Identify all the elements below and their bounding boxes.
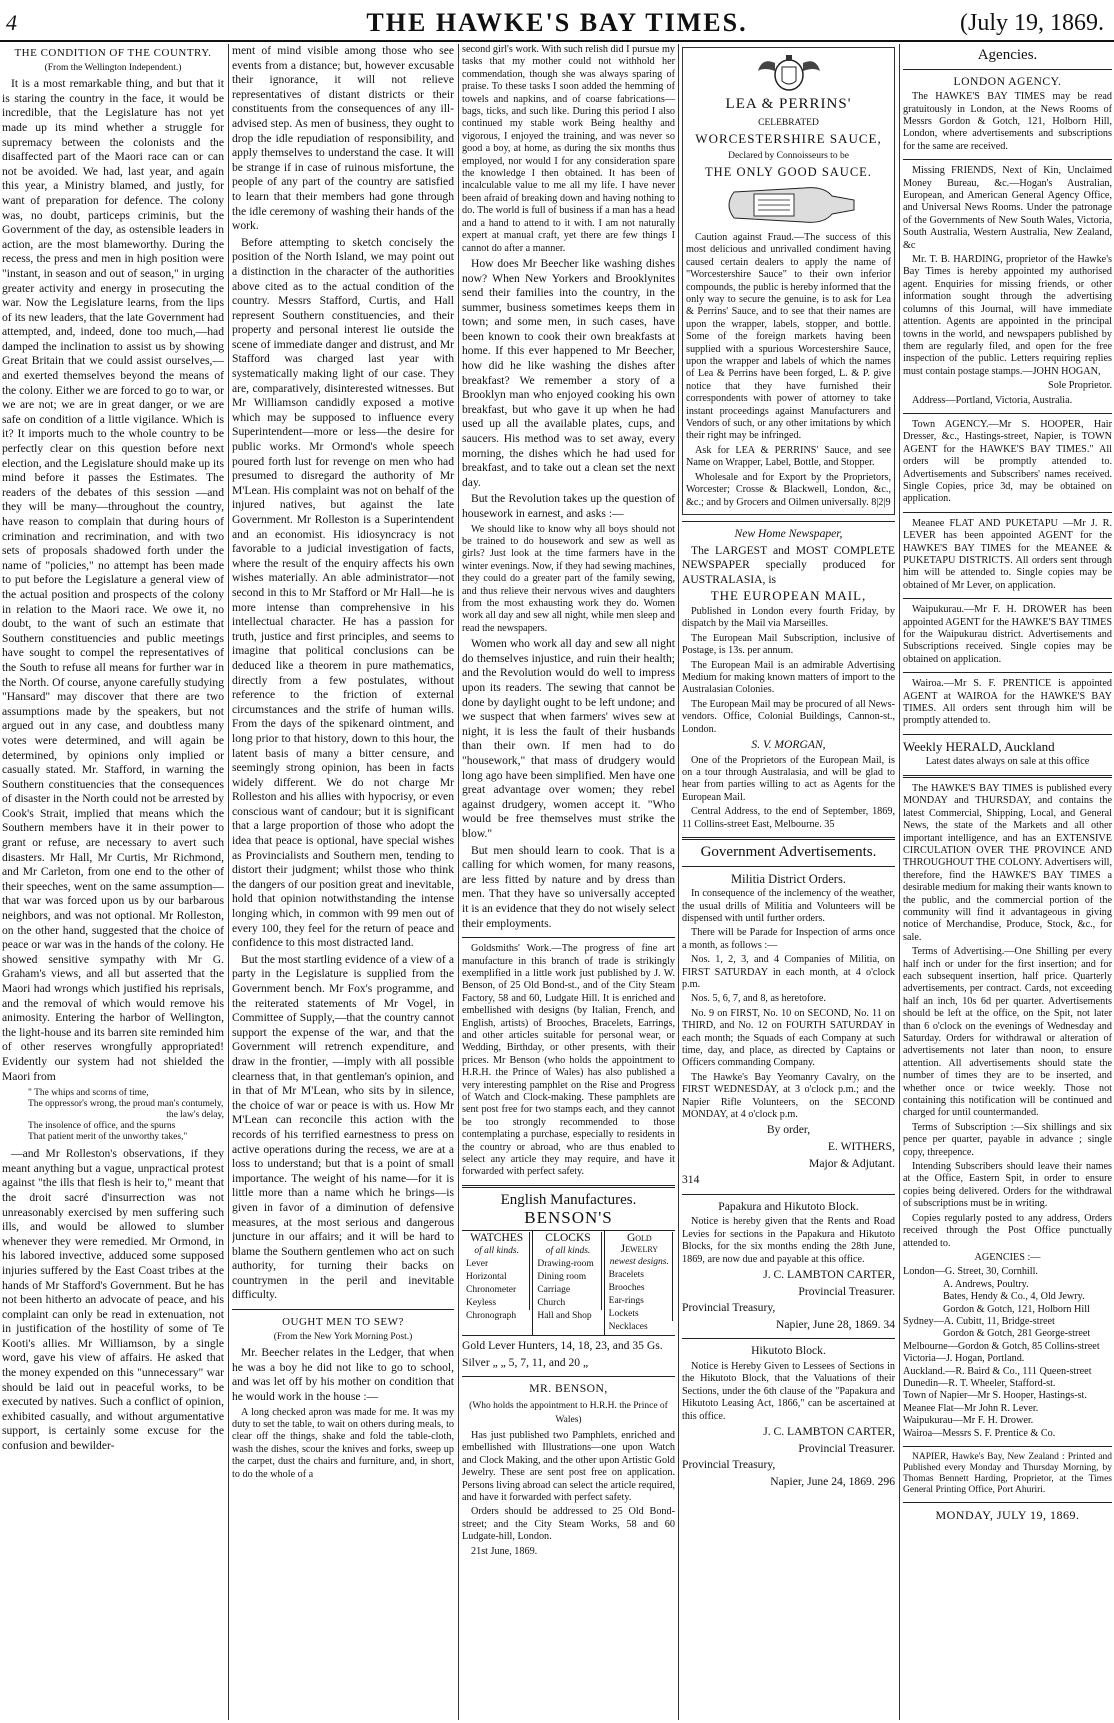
product-item: Bracelets (607, 1269, 673, 1282)
notice-number: 314 (682, 1173, 700, 1187)
notice-heading: Militia District Orders. (731, 871, 846, 886)
quoted-verse (28, 1088, 224, 1143)
notice-location: Provincial Treasury, (682, 1458, 776, 1472)
article-paragraph: second girl's work. With such relish did I pursue my tasks that my mother could not withhold her commendation, though she was always sparing of praise. To these tasks I soon added the hemming of towels and napkins, and of coarse fabrications—bags, ticks, and such like. During this period I also continued my stable work Being healthy and vigorous, I enjoyed the training, and was never so good a boy, at home, as during the six months thus employed, nor would I for any consideration spare the knowledge I then obtained. It has been of incalculable value to me all my life. I have never been afraid of breaking down and having nothing to do. The world is full of business if a man has a head and a hand to attend to it with. I am not naturally expert at manual craft, yet there are few things I cannot do after a manner. (462, 44, 675, 254)
notice-title: Provincial Treasurer. (798, 1441, 895, 1455)
product-heading: Gold Jewelry (607, 1232, 673, 1256)
divider (682, 866, 895, 867)
advert-paragraph: The European Mail is an admirable Advertising Medium for making known matters of import to the Australasian Colonies. (682, 659, 895, 696)
notice-date: Napier, June 24, 1869. 296 (770, 1474, 895, 1488)
advert-paragraph: Wholesale and for Export by the Proprietors, Worcester; Crosse & Blackwell, London, &c., &c.; and by Grocers and Oilmen universally. 8|2|9 (686, 471, 891, 508)
list-item: Meanee Flat—Mr John R. Lever. (903, 1402, 1039, 1414)
section-heading: Agencies. (977, 47, 1038, 63)
advert-subtitle: CELEBRATED (758, 117, 819, 128)
divider (903, 1502, 1112, 1503)
notice-paragraph: Nos. 1, 2, 3, and 4 Companies of Militia, on FIRST SATURDAY in each month, at 4 o'clock p.m. (682, 954, 895, 990)
divider (462, 1185, 675, 1188)
advert-paragraph: The European Mail may be procured of all News-vendors. Office, Colonial Buildings, Cannon-st., London. (682, 698, 895, 735)
agency-heading: Weekly HERALD, Auckland (903, 738, 1055, 754)
advert-paragraph: Central Address, to the end of September, 1869, 11 Collins-street East, Melbourne. 35 (682, 806, 895, 830)
column-rule (228, 44, 229, 1720)
article-paragraph: But the Revolution takes up the question of housework in earnest, and asks :— (462, 492, 675, 520)
product-item: Keyless (464, 1297, 530, 1310)
divider (903, 672, 1112, 673)
agents-heading: AGENCIES :— (974, 1251, 1041, 1263)
product-item: Chronograph (466, 1311, 517, 1322)
article-paragraph: How does Mr Beecher like washing dishes now? When New Yorkers and Brooklynites send their families into the country, in the summer, business sometimes keeps them in town; and some men, in such cases, have been known to cook their own breakfasts at home. If this ever happened to Mr Beecher, how did he like washing the dishes after breakfast? We remember a story of a Brooklyn man who enjoyed cooking his own breakfast, but who gave it up when he had used up all the available plates, cups, and saucers. His method was to set away, every morning, the dishes which he had used for breakfast, and to take out a clean set the next day. (462, 256, 675, 489)
notice-paragraph: No. 9 on FIRST, No. 10 on SECOND, No. 11 on THIRD, and No. 12 on FOURTH SATURDAY in each month; the Squads of each Company at such time, day, and place, as directed by Captains or Officers commanding Company. (682, 1007, 895, 1069)
notice-heading: Hikutoto Block. (751, 1344, 826, 1358)
divider (462, 1376, 675, 1377)
advert-paragraph: Caution against Fraud.—The success of this most delicious and unrivalled condiment having caused certain dealers to apply the name of "Worcestershire Sauce" to their own inferior compounds, the public is hereby informed that the only way to secure the genuine, is to ask for Lea & Perrins' Sauce, and to see that their names are upon the wrapper, labels, stopper, and bottle. Some of the foreign markets having been supplied with a spurious Worcestershire Sauce, upon the wrapper and labels of which the names of Lea & Perrins have been forged, L. & P. give notice that they have furnished their correspondents with power of attorney to take instant proceedings against Manufacturers and Vendors of such, or any other imitations by which their right may be infringed. (686, 231, 891, 442)
page-number: 4 (6, 10, 17, 35)
agency-paragraph: The HAWKE'S BAY TIMES may be read gratuitously in London, at the News Rooms of Messrs Gordon & Gotch, 121, Holborn Hill, London, where advertisements and subscriptions for the same are received. (903, 91, 1112, 152)
imprint: NAPIER, Hawke's Bay, New Zealand : Printed and Published every Monday and Thursday Morning, by Thomas Bennett Harding, Proprietor, at the Times General Printing Office, Port Ahuriri. (903, 1452, 1112, 1495)
list-item: London—G. Street, 30, Cornhill. (903, 1266, 1038, 1278)
product-column (605, 1231, 675, 1335)
notice-rank: Major & Adjutant. (809, 1156, 895, 1170)
product-column (462, 1231, 533, 1335)
agency-paragraph: Latest dates always on sale at this office (925, 756, 1090, 768)
terms-paragraph: Copies regularly posted to any address, Orders received through the Post Office punctually attended to. (903, 1212, 1112, 1249)
product-item: Lockets (607, 1308, 673, 1321)
advert-paragraph: Orders should be addressed to 25 Old Bond-street; and the City Steam Works, 58 and 60 Ludgate-hill, London. (462, 1506, 675, 1543)
article-source: (From the Wellington Independent.) (44, 62, 182, 73)
agency-heading: LONDON AGENCY. (953, 74, 1062, 88)
article-paragraph: Goldsmiths' Work.—The progress of fine art manufacture in this branch of trade is strikingly exemplified in a little work just published by J. W. Benson, of 25 Old Bond-st., and of the City Steam Factory, 58 and 60, Ludgate Hill. It is enriched and embellished with designs (by Italian, French, and English, artists) of Brooches, Bracelets, Earrings, and other articles suitable for personal wear, or Wedding, Birthday, or other presents, with their prices. Mr Benson (who holds the appointment to H.R.H. the Prince of Wales) has also published a very interesting pamphlet on the Rise and Progress of Watch and Clock-making. These pamphlets are sent post free for two stamps each, and they cannot be too strongly recommended to those contemplating a purchase, especially to residents in the country or abroad, who are thus enabled to select any article they may require, and have it forwarded with perfect safety. (462, 943, 675, 1178)
issue-date: (July 19, 1869. (960, 10, 1104, 36)
advert-paragraph: The LARGEST and MOST COMPLETE NEWSPAPER specially produced for AUSTRALASIA, is (682, 543, 895, 586)
product-item: Brooches (607, 1282, 673, 1295)
advert-slogan: THE ONLY GOOD SAUCE. (705, 165, 872, 180)
column-rule (678, 44, 679, 1720)
advert-kicker: New Home Newspaper, (734, 526, 843, 540)
article-paragraph: ment of mind visible among those who see events from a distance; but, however excusable their ignorance, it will not relieve representatives of distant districts or their constituents from the consequences of any ill-advised step. As men of business, they ought to drop the idle repudiation of responsibility, and apply themselves to understand the case. It will be strange if in case of ruinous misfortune, the people of any part of the country are satisfied to learn that their members had gone through the idle ceremony of washing their hands of the work. (232, 44, 454, 233)
section-heading: Government Advertisements. (700, 843, 877, 860)
notice-paragraph: Notice is hereby given that the Rents and Road Levies for sections in the Papakura and Hikutoto Blocks, for the six months ending the 28th June, 1869, are now due and payable at this office. (682, 1216, 895, 1265)
divider (682, 837, 895, 840)
divider (682, 1338, 895, 1339)
notice-paragraph: The Hawke's Bay Yeomanry Cavalry, on the FIRST WEDNESDAY, at 3 o'clock p.m.; and the Napier Rifle Volunteers, on the SECOND MONDAY, at 4 o'clock p.m. (682, 1071, 895, 1121)
advert-paragraph: One of the Proprietors of the European Mail, is on a tour through Australasia, and will be glad to hear from parties willing to act as Agents for the European Mail. (682, 754, 895, 803)
divider (903, 598, 1112, 599)
verse-line: " The whips and scorns of time, (28, 1088, 149, 1099)
product-subheading: of all kinds. (464, 1245, 530, 1258)
list-item: A. Andrews, Poultry. (943, 1278, 1029, 1290)
divider (903, 734, 1112, 735)
column-rule (899, 44, 900, 1720)
article-paragraph: We should like to know why all boys should not be trained to do housework and sew as well as girls? Just look at the time farmers have in the winter evenings. Now, if they had sewing machines, they could do a greater part of the family sewing, and thus relieve their nervous wives and daughters from the most exhausting work they do. Women work all day and sew all night, while men sleep and read the newspapers. (462, 523, 675, 634)
article-heading: OUGHT MEN TO SEW? (282, 1316, 404, 1329)
advert-signature: S. V. MORGAN, (751, 737, 826, 751)
product-item: Lever (464, 1258, 530, 1271)
column-1 (2, 44, 224, 1720)
agency-paragraph: Waipukurau.—Mr F. H. DROWER has been appointed AGENT for the HAWKE'S BAY TIMES for the Waipukurau district. Advertisements and Subscriptions received. Single copies may be obtained on application. (903, 604, 1112, 665)
verse-line: The insolence of office, and the spurns (28, 1121, 176, 1132)
agency-paragraph: Meanee FLAT AND PUKETAPU —Mr J. R. LEVER has been appointed AGENT for the HAWKE'S BAY TIMES for the MEANEE & PUKETAPU DISTRICTS. All orders sent through him will be attended to. Single copies may be obtained of Mr Lever, on application. (903, 517, 1112, 591)
agency-paragraph: Missing FRIENDS, Next of Kin, Unclaimed Money Bureau, &c.—Hogan's Australian, European, and American General Agency Office, and Universal News Rooms. Under the patronage of the Governments of New South Wales, Victoria, South Australia, Western Australia, New Zealand, &c (903, 165, 1112, 251)
advert-paragraph: Has just published two Pamphlets, enriched and embellished with Illustrations—one upon Watch and Clock Making, and the other upon Artistic Gold Jewelry. These are sent post free on application. Persons living abroad can select the article required, and have it forwarded with perfect safety. (462, 1430, 675, 1504)
advert-subtitle: (Who holds the appointment to H.R.H. the Prince of Wales) (469, 1400, 668, 1426)
product-column (533, 1231, 604, 1335)
terms-paragraph: The HAWKE'S BAY TIMES is published every MONDAY and THURSDAY, and contains the latest Commercial, Shipping, Local, and General News, the state of the Markets and all other important intelligence, and has an EXTENSIVE CIRCULATION OVER THE PROVINCE AND THROUGHOUT THE COLONY. Advertisers will, therefore, find the HAWKE'S BAY TIMES a desirable medium for making their wants known to the public, and the commercial portion of the community will find it advantageous in giving notice of Merchandise, Produce, Stock, &c., for sale. (903, 782, 1112, 943)
list-item: Wairoa—Messrs S. F. Prentice & Co. (903, 1427, 1056, 1439)
article-paragraph: —and Mr Rolleston's observations, if they meant anything but a vague, unpractical protest against "the ills that flesh is heir to," meant that the droit sacré d'insurrection was not unreasonably exercised by men suffering such ills, and would be allowed to slumber whenever they were remedied. Mr Ormond, in his labored invective, adduced some supposed injuries suffered by the East Coast tribes at the hands of Mr Stafford's Government. But he has not been hitherto an advocate of peace, and his complaint can only be read in extenuation, not in justification of the hostility of some of Te Kooti's allies. Mr Williamson, by a single word, gave his view of affairs. He asked that the money expended on this "unnecessary" war should be laid out in peaceful works, to be executed by natives. Such a conflict of opinion, exhibited casually, and without argumentative support, is certainly some excuse for the confusion and bewilder- (2, 1147, 224, 1453)
list-item: Dunedin—R. T. Wheeler, Stafford-st. (903, 1377, 1056, 1389)
benson-product-table (462, 1230, 675, 1336)
advert-subtitle: Declared by Connoisseurs to be (728, 150, 849, 161)
column-2 (232, 44, 454, 1720)
footer-date: MONDAY, JULY 19, 1869. (935, 1508, 1080, 1522)
column-5 (903, 44, 1112, 1720)
product-item: Chronometer (464, 1284, 530, 1297)
article-paragraph: But the most startling evidence of a view of a party in the Legislature is supplied from the Government bench. Mr Fox's programme, and the reiterated statements of Mr Vogel, in Committee of Supply,—that the country cannot support the expense of the war, and that the Government will retrench expenditure, and draw in the frontier, —imply with all possible clearness that, in that gentleman's opinion, and in that of Mr M'Lean, who sits by in silence, the choice of war or peace is with us. How Mr M'Lean can reconcile this action with the records of his terrified earnestness to press on active operations during the recess, we are at a loss to understand; but that is a point of small importance. The weight of his name—for it is little more than a name which he brings—is given in favor of a diminution of defensive measures, at the most serious and dangerous juncture in our affairs; and it will be hard to blame the Southern gentlemen who act on such authority, for turning their backs on countrymen in the peril and inevitable difficulty. (232, 952, 454, 1302)
section-heading: English Manufactures. (500, 1191, 637, 1208)
price-line: Gold Lever Hunters, 14, 18, 23, and 35 Gs. (462, 1339, 663, 1353)
product-item: Church (535, 1297, 601, 1310)
coat-of-arms-icon (754, 53, 824, 93)
product-item: Carriage (535, 1284, 601, 1297)
lea-perrins-advert (682, 47, 895, 515)
divider (903, 159, 1112, 160)
column-3 (462, 44, 675, 1720)
notice-paragraph: In consequence of the inclemency of the weather, the usual drills of Militia and Volunteers will be dispensed with until further orders. (682, 888, 895, 924)
terms-paragraph: Intending Subscribers should leave their names at the Office, Eastern Spit, in order to ensure copies being delivered. Orders for the withdrawal of subscriptions must be in writing. (903, 1161, 1112, 1210)
divider (903, 1446, 1112, 1447)
article-paragraph: Before attempting to sketch concisely the position of the North Island, we may point out a distinction in the character of the authorities above cited as to the actual condition of the country. Messrs Stafford, Curtis, and Hall represent Southern constituencies, and their property and personal interest lie outside the scene of immediate danger and distrust, and Mr Stafford was charged last year with systematically making light of our case. They are, comparatively, disinterested witnesses. But Mr Williamson candidly exposed a motive which may be supposed to influence every Superintendent—more or less—the desire for public works. Mr Ormond's whole speech poured forth lust for revenge on men who had presumed to disregard the authority of Mr M'Lean. His complaint was not on behalf of the injured natives, but against the late Government. Mr Rolleston is a Superintendent and an economist. His idiosyncracy is not favorable to a judicial investigation of facts, where the result of the enquiry affects his own wishes materially. An able administrator—not second in this to Mr Stafford or Mr Hall—he is more intense than comprehensive in his intellectual character. He has a passion for truth, justice and first principles, and seems to imagine that political conclusions can be deduced like a theorem in pure mathematics, directly from a few postulates, without reference to the friction of external circumstances and the strife of human wills. From the days of the spikenard ointment, and long prior to that history, down to this hour, the latent basis of many a bitter censure, and seemingly strong opinion, has been in facts widely different. We do not charge Mr Rolleston and his allies with hypocrisy, or even conscious want of candour; but it is significant that a large proportion of those who adopt the idea that peace is optional, have special wishes as Provincialists and Southern men, tending to distort their judgment; whilst those who think the dangers of our position great and inevitable, hold that opinion notwithstanding the intense longing which, in common with 99 men out of every 100, they feel for the return of peace and confidence to this most distracted land. (232, 235, 454, 950)
list-item: Waipukurau—Mr F. H. Drower. (903, 1415, 1034, 1427)
agency-address: Address—Portland, Victoria, Australia. (912, 394, 1073, 406)
advert-name: MR. BENSON, (529, 1382, 608, 1396)
notice-signature: J. C. LAMBTON CARTER, (763, 1425, 895, 1439)
advert-date: 21st June, 1869. (471, 1545, 538, 1557)
notice-heading: Papakura and Hikutoto Block. (718, 1199, 859, 1213)
divider (903, 413, 1112, 414)
divider (903, 775, 1112, 778)
notice-paragraph: Notice is Hereby Given to Lessees of Sections in the Hikutoto Block, that the Valuations of their Sections, under the 6th clause of the "Papakura and Hikutoto Leasing Act, 1866," can be ascertained at this office. (682, 1361, 895, 1422)
notice-location: Provincial Treasury, (682, 1301, 776, 1315)
advert-paragraph: Ask for LEA & PERRINS' Sauce, and see Name on Wrapper, Label, Bottle, and Stopper. (686, 444, 891, 469)
terms-paragraph: Terms of Advertising.—One Shilling per every half inch or under for the first insertion; and for each subsequent insertion, half price. Quarterly advertisements, per contract. Cards, not exceeding half an inch, 10s 6d per quarter. Advertisements should be left at the office, on the Spit, not later than 6 o'clock on the evenings of Wednesday and Saturday. Orders for withdrawal or alteration of advertisements not later than noon, to ensure attention. All advertisements should state the number of times they are to be inserted, and whether once or twice weekly. Those not containing this notification will be continued and charged for until countermanded. (903, 946, 1112, 1119)
masthead (0, 6, 1114, 42)
product-name: WORCESTERSHIRE SAUCE, (695, 131, 882, 147)
terms-paragraph: Terms of Subscription :—Six shillings and six pence per quarter, payable in advance ; single copy, threepence. (903, 1121, 1112, 1158)
list-item: Auckland.—R. Baird & Co., 111 Queen-street (903, 1365, 1092, 1377)
article-paragraph: A long checked apron was made for me. It was my duty to set the table, to wait on others during meals, to clear off the things, shake and fold the table-cloth, wash the dishes, scour the knives and forks, sweep up the carpet, dust the chairs and furniture, and, in short, to do the whole of a (232, 1406, 454, 1480)
product-heading: WATCHES (464, 1232, 530, 1245)
agency-paragraph: Mr. T. B. HARDING, proprietor of the Hawke's Bay Times is hereby appointed my authorised agent. Enquiries for missing friends, or other information sought through the advertising columns of this Journal, will have immediate attention. Agents are appointed in the principal towns in the world, and newspapers published by them are regularly filed, and open for the free inspection of the public. Letters requiring replies must contain postage stamps.—JOHN HOGAN, (903, 254, 1112, 377)
newspaper-title: THE HAWKE'S BAY TIMES. (366, 8, 748, 37)
column-rule (458, 44, 459, 1720)
divider (903, 512, 1112, 513)
product-item: Necklaces (608, 1322, 648, 1333)
notice-paragraph: There will be Parade for Inspection of arms once a month, as follows :— (682, 927, 895, 951)
list-item: Melbourne—Gordon & Gotch, 85 Collins-street (903, 1340, 1100, 1352)
agency-signature: Sole Proprietor. (1048, 380, 1112, 392)
notice-signature: E. WITHERS, (827, 1140, 895, 1154)
article-paragraph: Women who work all day and sew all night do themselves injustice, and ruin their health; and the Revolution would do well to impress upon its readers. The sewing that cannot be done by daylight ought to be left undone; and we suspect that when farmers' wives sew at night, it is less the fault of their husbands than their own. If men had to do "housework," that mass of drudgery would long ago have been simplified. Men have one great advantage over women; they rebel against drudgery, women accept it. "Who would be free themselves must strike the blow." (462, 637, 675, 840)
list-item: Gordon & Gotch, 121, Holborn Hill (943, 1303, 1090, 1315)
list-item: Bates, Hendy & Co., 4, Old Jewry. (943, 1291, 1085, 1303)
notice-paragraph: Nos. 5, 6, 7, and 8, as heretofore. (691, 993, 826, 1005)
list-item: Gordon & Gotch, 281 George-street (943, 1328, 1091, 1340)
list-item: Victoria—J. Hogan, Portland. (903, 1353, 1025, 1365)
article-source: (From the New York Morning Post.) (273, 1331, 413, 1342)
product-item: Horizontal (464, 1271, 530, 1284)
verse-line: The oppressor's wrong, the proud man's contumely, (28, 1099, 224, 1110)
verse-line: That patient merit of the unworthy takes," (28, 1132, 188, 1143)
agents-list (903, 1266, 1112, 1440)
product-item: Hall and Shop (537, 1311, 592, 1322)
notice-date: Napier, June 28, 1869. 34 (776, 1317, 895, 1331)
divider (903, 69, 1112, 70)
product-subheading: of all kinds. (535, 1245, 601, 1258)
divider (462, 937, 675, 938)
notice-title: Provincial Treasurer. (798, 1284, 895, 1298)
advert-title: THE EUROPEAN MAIL, (710, 588, 867, 604)
advert-paragraph: Published in London every fourth Friday, by dispatch by the Mail via Marseilles. (682, 605, 895, 630)
article-paragraph: Mr. Beecher relates in the Ledger, that when he was a boy he did not like to go to school, and was let off by his mother on condition that he would work in the house :— (232, 1346, 454, 1404)
article-paragraph: It is a most remarkable thing, and but that it is staring the country in the face, it would be incredible, that the Legislature has not yet made up its mind whether a struggle for supremacy between the colonists and the disaffected part of the Maori race can or can not be avoided. We had, last year, and again this year, a Ministry blamed, and justly, for want of preparation for defence. The colony was, no doubt, particeps criminis, but the Government of the day, as ostensible leaders in action, are the most blameworthy. During the recess, the press and men in high position were "instant, in season and out of season," in urging greater activity and energy in prosecuting the war. Now the Legislature learns, from the lips of its new leaders, that the late Government had attempted, and, indeed, done too much,—had damped the inclination to assist us by showing Great Britain that we could assist ourselves,—and exerted themselves beyond the means of the colony. Either we are forced to go to war, or we are not; we are in great danger, or we are safe on condition of a little vigilance. Which is it? It imports much to the whole country to be perfectly clear on this question before next election, and the Legislature should make up its mind before it passes the Estimates. The readers of the debates of this session —and they will be many—throughout the country, have reason to complain that during hours of crimination and recrimination, and with two sets of proposals shadowed forth under the name of "policies," no attempt has been made to put before the Legislature a general view of the actual position and prospects of the colony in relation to the Maori race. We owe it, no doubt, to the want of such an estimate that Southern constituencies and public meetings have sought to compel the representatives of the South to refuse all means for further war in the North. Of course, anyone carefully studying "Hansard" may discover that there are two assumptions made by the speakers, but not argued out in any case, and doubtless many votes were determined, and will again be determined, by opinions only implied or casually stated. Mr. Stafford, in warning the Southern constituencies that the consequences of disaster in the North could not be arrested by Cook's Strait, implied that means which the Southern members have it in their power to grant or refuse, are necessary to avert such disasters. Mr Hall, Mr Curtis, Mr Richmond, and Mr Carleton, from one end to the other of their speeches, went on the same assumption—that war was forced upon us by our barbarous neighbors, and was not optional. Mr Rolleston, on the other hand, suggested that the choice of peace or war was in the hands of the colony. He showed sensitive sympathy with Mr G. Graham's views, and all but asserted that the Maori had wrongs which justified his reprisals, and the removal of which would remove his animosity. Entering the harbor of Wellington, the light-house and its barren site reminded him of other reserves wrongfully appropriated! Evidently our system had not shielded the Maori from (2, 77, 224, 1083)
price-line: Silver „ „ 5, 7, 11, and 20 „ (462, 1355, 589, 1369)
sauce-bottle-icon (714, 182, 864, 228)
product-subheading: newest designs. (607, 1256, 673, 1269)
product-item: Drawing-room (535, 1258, 601, 1271)
advert-paragraph: The European Mail Subscription, inclusive of Postage, is 13s. per annum. (682, 632, 895, 657)
verse-line: the law's delay, (166, 1110, 224, 1121)
notice-signature: J. C. LAMBTON CARTER, (763, 1268, 895, 1282)
list-item: Sydney—A. Cubitt, 11, Bridge-street (903, 1315, 1055, 1327)
article-heading: THE CONDITION OF THE COUNTRY. (14, 47, 212, 59)
advert-title: LEA & PERRINS' (725, 96, 852, 112)
product-heading: CLOCKS (535, 1232, 601, 1245)
divider (682, 521, 895, 522)
advert-title: BENSON'S (524, 1208, 613, 1228)
divider (682, 1194, 895, 1195)
column-4 (682, 44, 895, 1720)
agency-paragraph: Town AGENCY.—Mr S. HOOPER, Hair Dresser, &c., Hastings-street, Napier, is TOWN AGENT for the HAWKE'S BAY TIMES." All orders will be promptly attended to. Advertisements and Subscribers' names received. Single Copies, price 3d, may be obtained on application. (903, 418, 1112, 505)
notice-by: By order, (766, 1123, 811, 1137)
article-paragraph: But men should learn to cook. That is a calling for which women, for many reasons, are less fitted by nature and by dress than men. That they have so universally accepted it is an evidence that they do not wisely select their employments. (462, 843, 675, 930)
product-item: Ear-rings (607, 1295, 673, 1308)
divider (232, 1309, 454, 1310)
list-item: Town of Napier—Mr S. Hooper, Hastings-st. (903, 1390, 1087, 1402)
agency-paragraph: Wairoa.—Mr S. F. PRENTICE is appointed AGENT at WAIROA for the HAWKE'S BAY TIMES. All orders sent through him will be promptly attended to. (903, 678, 1112, 727)
product-item: Dining room (535, 1271, 601, 1284)
